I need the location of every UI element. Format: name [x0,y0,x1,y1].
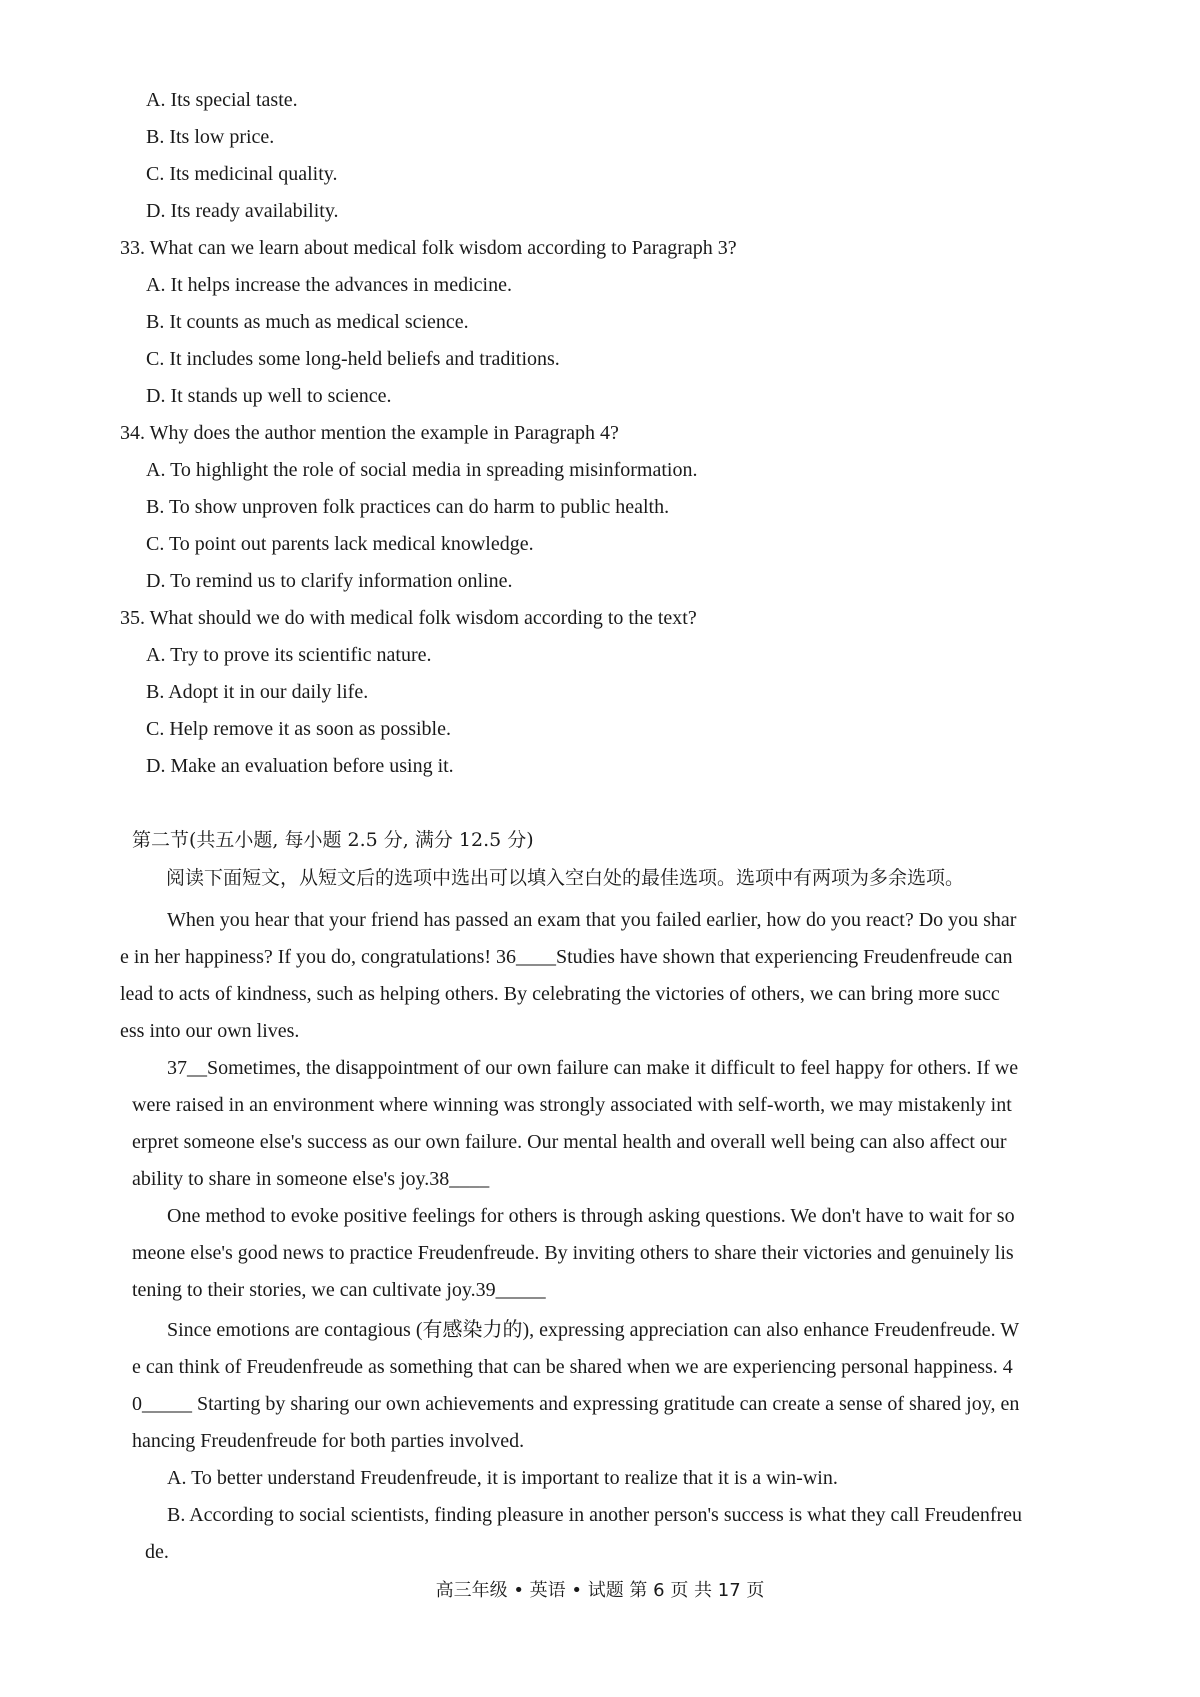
section-instruction: 阅读下面短文，从短文后的选项中选出可以填入空白处的最佳选项。选项中有两项为多余选项。 [166,867,965,889]
q35-option-a: A. Try to prove its scientific nature. [146,644,432,666]
passage-p3-line3: tening to their stories, we can cultivate joy.39_____ [132,1279,546,1301]
passage-p4-line3: 0_____ Starting by sharing our own achievements and expressing gratitude can create a sense of shared joy, en [132,1393,1020,1415]
q34-option-b: B. To show unproven folk practices can do harm to public health. [146,496,670,518]
q34-option-c: C. To point out parents lack medical knowledge. [146,533,534,555]
q35-stem: 35. What should we do with medical folk wisdom according to the text? [120,607,697,629]
q32-option-d: D. Its ready availability. [146,200,339,222]
page-footer: 高三年级 • 英语 • 试题 第 6 页 共 17 页 [435,1580,765,1601]
passage-p1-line4: ess into our own lives. [120,1020,300,1042]
passage-p1-line1: When you hear that your friend has passed an exam that you failed earlier, how do you react? Do you shar [167,909,1017,931]
passage-p1-line2: e in her happiness? If you do, congratulations! 36____Studies have shown that experiencing Freudenfreude can [120,946,1013,968]
q32-option-a: A. Its special taste. [146,89,298,111]
q33-option-d: D. It stands up well to science. [146,385,392,407]
passage-p4-line1: Since emotions are contagious (有感染力的), expressing appreciation can also enhance Freudenfreude. W [167,1319,1020,1341]
passage-p2-line4: ability to share in someone else's joy.38____ [132,1168,490,1190]
q34-option-d: D. To remind us to clarify information online. [146,570,513,592]
passage-p2-line3: erpret someone else's success as our own failure. Our mental health and overall well being can also affect our [132,1131,1007,1153]
q35-option-c: C. Help remove it as soon as possible. [146,718,451,740]
passage-p4-line4: hancing Freudenfreude for both parties involved. [132,1430,525,1452]
q33-stem: 33. What can we learn about medical folk wisdom according to Paragraph 3? [120,237,737,259]
q32-option-b: B. Its low price. [146,126,275,148]
q34-option-a: A. To highlight the role of social media in spreading misinformation. [146,459,698,481]
passage-p3-line1: One method to evoke positive feelings for others is through asking questions. We don't have to wait for so [167,1205,1015,1227]
q33-option-c: C. It includes some long-held beliefs and traditions. [146,348,560,370]
passage-p1-line3: lead to acts of kindness, such as helping others. By celebrating the victories of others, we can bring more succ [120,983,1000,1005]
section-title: 第二节(共五小题, 每小题 2.5 分, 满分 12.5 分) [132,829,534,851]
q32-option-c: C. Its medicinal quality. [146,163,338,185]
passage-p2-line1: 37__Sometimes, the disappointment of our own failure can make it difficult to feel happy for others. If we [167,1057,1019,1079]
q34-stem: 34. Why does the author mention the example in Paragraph 4? [120,422,619,444]
passage-p3-line2: meone else's good news to practice Freudenfreude. By inviting others to share their victories and genuinely lis [132,1242,1014,1264]
answer-option-b: B. According to social scientists, finding pleasure in another person's success is what they call Freudenfreu [167,1504,1023,1526]
passage-p4-line2: e can think of Freudenfreude as something that can be shared when we are experiencing personal happiness. 4 [132,1356,1013,1378]
q35-option-b: B. Adopt it in our daily life. [146,681,369,703]
q33-option-b: B. It counts as much as medical science. [146,311,469,333]
answer-option-a: A. To better understand Freudenfreude, it is important to realize that it is a win-win. [167,1467,838,1489]
passage-p2-line2: were raised in an environment where winning was strongly associated with self-worth, we may mistakenly int [132,1094,1012,1116]
answer-option-b-cont: de. [145,1541,169,1563]
q33-option-a: A. It helps increase the advances in medicine. [146,274,512,296]
q35-option-d: D. Make an evaluation before using it. [146,755,454,777]
